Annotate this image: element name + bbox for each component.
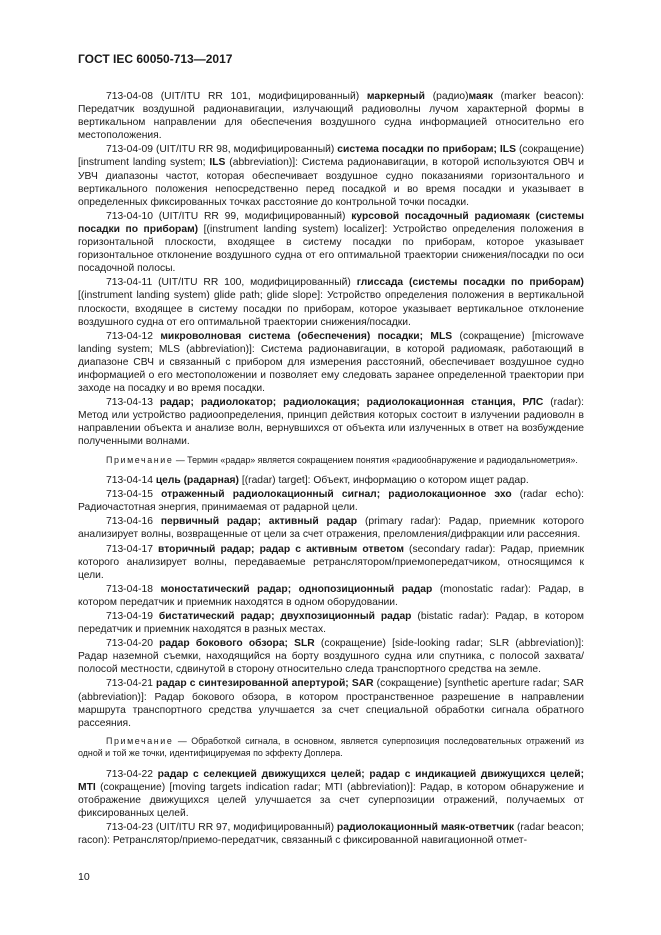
term-entry: 713-04-09 (UIT/ITU RR 98, модифицированный) система посадки по приборам; ILS (сокращение) [instrument landing system; ILS (abbreviation)]: Система радионавигации, в которой используются ОВЧ и УВЧ диапазоны частот, которая обеспечивает воздушное судно показаниями горизонтального и вертикального положения непосредственно перед посадкой и во время посадки и указывает в определенных фиксированных точках расстояние до контрольной точки посадки. (78, 144, 585, 208)
term-entry: 713-04-15 отраженный радиолокационный сигнал; радиолокационное эхо (radar echo): Радиочастотная энергия, принимаемая от радарной цели. (78, 489, 584, 514)
term-entry: 713-04-17 вторичный радар; радар с активным ответом (secondary radar): Радар, приемник которого анализирует волны, передаваемые ретранслятором/приемопередатчиком, относящимся к цели. (78, 543, 584, 581)
term-entry: 713-04-19 бистатический радар; двухпозиционный радар (bistatic radar): Радар, в котором передатчик и приемник находятся в разных местах. (78, 610, 584, 636)
term-entry: 713-04-18 моностатический радар; однопозиционный радар (monostatic radar): Радар, в котором передатчик и приемник находятся в одном оборудовании. (78, 583, 584, 608)
term-entry: 713-04-11 (UIT/ITU RR 100, модифицированный) глиссада (системы посадки по приборам) [(instrument landing system) glide path; glide slope]: Устройство определения положения в вертикальной плоскости, входящее в систему посадки по приборам, которое указывает вертикальное отклонение воздушного судна от его оптимальной траектории снижения/посадки. (78, 277, 584, 328)
page-number: 10 (78, 871, 90, 883)
note-text: — Обработкой сигнала, в основном, является суперпозиция последовательных отражений из одной и той же точки, идентифицируемая по эффекту Доплера. (78, 735, 584, 759)
term-entry: 713-04-12 микроволновая система (обеспечения) посадки; MLS (сокращение) [microwave landing system; MLS (abbreviation)]: Система радионавигации, в которой радиомаяк, работающий в диапазоне СВЧ и связанный с прибором для измерения расстояний, обеспечивает воздушное судно информацией о его местоположении и позволяет ему следовать заранее определенной траектории при заходе на посадку и во время посадки. (78, 330, 585, 395)
document-header: ГОСТ IEC 60050-713—2017 (78, 52, 233, 66)
term-entry: 713-04-13 радар; радиолокатор; радиолокация; радиолокационная станция, РЛС (radar): Метод или устройство радиоопределения, принцип действия которых состоит в излучении радиоволн в направлении объекта и анализе волн, вернувшихся от объекта или излученных в ответ на возбуждение полученными волнами. (78, 397, 584, 448)
note-label: Примечание (106, 735, 174, 746)
term-entry: 713-04-20 радар бокового обзора; SLR (сокращение) [side-looking radar; SLR (abbreviation)]: Радар наземной съемки, находящийся на борту воздушного судна или спутника, с полосой захвата/полосой местности, сдвинутой в сторону относительно следа транспортного средства на земле. (78, 638, 585, 676)
note-label: Примечание (106, 454, 174, 465)
document-body (78, 90, 584, 848)
term-entry: 713-04-08 (UIT/ITU RR 101, модифицированный) маркерный (радио)маяк (marker beacon): Передатчик воздушной радионавигации, излучающий радиоволны лучом характерной формы в вертикальном направлении для обеспечения воздушного судна информацией относительно его местоположения. (78, 91, 584, 142)
note (78, 735, 584, 760)
note-text: — Термин «радар» является сокращением понятия «радиообнаружение и радиодальнометрия». (173, 454, 578, 465)
term-entry: 713-04-21 радар с синтезированной апертурой; SAR (сокращение) [synthetic aperture radar; SAR (abbreviation)]: Радар бокового обзора, в котором пространственное разрешение в направлении маршрута транспортного средства улучшается за счет специальной обработки сигнала обратного рассеяния. (78, 678, 584, 729)
term-entry: 713-04-16 первичный радар; активный радар (primary radar): Радар, приемник которого анализирует волны, возвращенные от цели за счет отражения, преломления/дифракции или рассеяния. (78, 516, 584, 541)
term-entry: 713-04-10 (UIT/ITU RR 99, модифицированный) курсовой посадочный радиомаяк (системы посадки по приборам) [(instrument landing system) localizer]: Устройство определения положения в горизонтальной плоскости, входящее в систему посадки по приборам, которое указывает горизонтальное отклонение воздушного судна от его оптимальной траектории снижения/посадки по оси посадочной полосы. (78, 210, 584, 275)
term-entry: 713-04-22 радар с селекцией движущихся целей; радар с индикацией движущихся целей; MTI (сокращение) [moving targets indication radar; MTI (abbreviation)]: Радар, в котором обнаружение и отображение движущихся целей улучшается за счет суперпозиции отражений, получаемых от фиксированных целей. (78, 768, 584, 820)
term-entry: 713-04-23 (UIT/ITU RR 97, модифицированный) радиолокационный маяк-ответчик (radar beacon; racon): Ретранслятор/приемо-передатчик, связанный с фиксированной навигационной отмет- (78, 822, 584, 847)
note (78, 454, 584, 467)
term-entry: 713-04-14 цель (радарная) [(radar) target]: Объект, информацию о котором ищет радар. (106, 475, 529, 487)
